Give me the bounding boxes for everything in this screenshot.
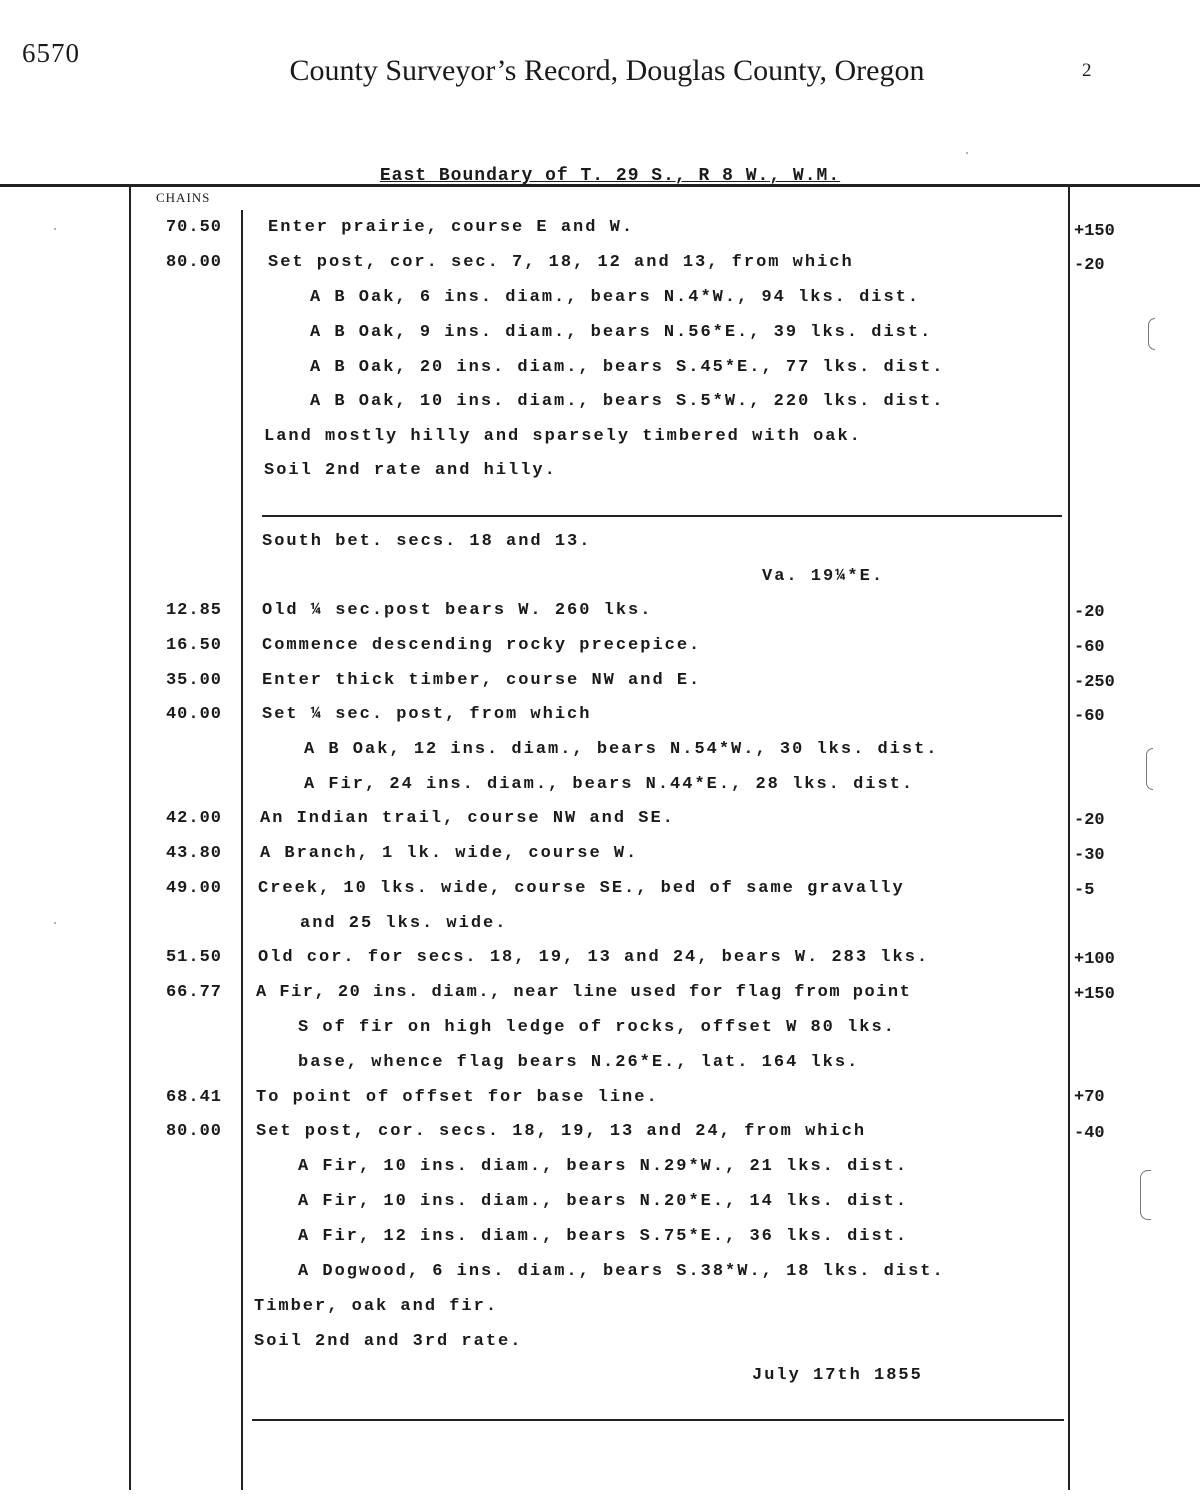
scan-speck	[54, 228, 56, 230]
closing-rule	[252, 1419, 1064, 1421]
left-margin-rule	[129, 186, 131, 1490]
chains-value: 68.41	[165, 1088, 222, 1107]
field-note-line: Old ¼ sec.post bears W. 260 lks.	[262, 601, 653, 620]
margin-bracket-mark	[1148, 318, 1155, 350]
field-note-line: Commence descending rocky precepice.	[262, 636, 702, 655]
chains-value: 66.77	[165, 983, 222, 1002]
elevation-value: -60	[1074, 638, 1105, 657]
record-title: County Surveyor’s Record, Douglas County, Oregon	[289, 54, 925, 87]
elevation-value: -20	[1074, 256, 1105, 275]
elevation-value: -20	[1074, 603, 1105, 622]
field-note-line: To point of offset for base line.	[256, 1088, 659, 1107]
chains-value: 80.00	[165, 253, 222, 272]
scan-speck	[966, 152, 968, 154]
field-note-line: A Fir, 10 ins. diam., bears N.20*E., 14 lks. dist.	[298, 1192, 909, 1211]
section-heading: East Boundary of T. 29 S., R 8 W., W.M.	[379, 166, 841, 186]
chains-value: 35.00	[165, 671, 222, 690]
chains-value: 49.00	[165, 879, 222, 898]
field-note-line: Creek, 10 lks. wide, course SE., bed of same gravally	[258, 879, 905, 898]
field-note-line: Set post, cor. sec. 7, 18, 12 and 13, from which	[268, 253, 854, 272]
field-note-line: Land mostly hilly and sparsely timbered with oak.	[264, 427, 862, 446]
elevation-value: +150	[1074, 985, 1115, 1004]
elevation-value: -20	[1074, 811, 1105, 830]
field-note-line: Old cor. for secs. 18, 19, 13 and 24, bears W. 283 lks.	[258, 948, 930, 967]
elevation-column-rule	[1068, 186, 1070, 1490]
elevation-value: +100	[1074, 950, 1115, 969]
elevation-value: +150	[1074, 222, 1115, 241]
chains-value: 51.50	[165, 948, 222, 967]
chains-value: 12.85	[165, 601, 222, 620]
section-separator	[262, 515, 1062, 517]
margin-bracket-mark	[1140, 1170, 1151, 1220]
field-note-line: Soil 2nd rate and hilly.	[264, 461, 557, 480]
chains-column-rule	[241, 210, 243, 1490]
chains-value: 42.00	[165, 809, 222, 828]
field-note-line: A B Oak, 20 ins. diam., bears S.45*E., 77 lks. dist.	[310, 358, 945, 377]
field-note-line: Set post, cor. secs. 18, 19, 13 and 24, from which	[256, 1122, 867, 1141]
field-note-line: An Indian trail, course NW and SE.	[260, 809, 675, 828]
elevation-value: -5	[1074, 881, 1095, 900]
field-note-line: A Fir, 10 ins. diam., bears N.29*W., 21 lks. dist.	[298, 1157, 909, 1176]
field-note-line: S of fir on high ledge of rocks, offset W 80 lks.	[298, 1018, 896, 1037]
field-note-line: A Fir, 24 ins. diam., bears N.44*E., 28 lks. dist.	[304, 775, 915, 794]
field-note-line: South bet. secs. 18 and 13.	[262, 532, 592, 551]
variation-note: Va. 19¼*E.	[762, 567, 885, 586]
chains-value: 70.50	[165, 218, 222, 237]
elevation-value: -30	[1074, 846, 1105, 865]
field-note-line: Set ¼ sec. post, from which	[262, 705, 592, 724]
field-note-line: A B Oak, 9 ins. diam., bears N.56*E., 39 lks. dist.	[310, 323, 933, 342]
field-note-line: A Fir, 20 ins. diam., near line used for flag from point	[256, 983, 912, 1002]
field-note-line: A Fir, 12 ins. diam., bears S.75*E., 36 lks. dist.	[298, 1227, 909, 1246]
field-note-line: A Branch, 1 lk. wide, course W.	[260, 844, 639, 863]
chains-value: 43.80	[165, 844, 222, 863]
scan-speck	[54, 922, 56, 924]
field-note-line: and 25 lks. wide.	[300, 914, 508, 933]
survey-date: July 17th 1855	[752, 1366, 923, 1385]
field-note-line: Enter prairie, course E and W.	[268, 218, 635, 237]
field-note-line: Timber, oak and fir.	[254, 1297, 499, 1316]
elevation-value: +70	[1074, 1088, 1105, 1107]
margin-bracket-mark	[1146, 748, 1153, 790]
field-note-line: A B Oak, 6 ins. diam., bears N.4*W., 94 lks. dist.	[310, 288, 921, 307]
field-note-line: Soil 2nd and 3rd rate.	[254, 1332, 523, 1351]
chains-column-header: CHAINS	[156, 190, 211, 205]
field-note-line: base, whence flag bears N.26*E., lat. 164 lks.	[298, 1053, 860, 1072]
field-note-line: A B Oak, 12 ins. diam., bears N.54*W., 30 lks. dist.	[304, 740, 939, 759]
elevation-value: -40	[1074, 1124, 1105, 1143]
field-note-line: A B Oak, 10 ins. diam., bears S.5*W., 220 lks. dist.	[310, 392, 945, 411]
elevation-value: -250	[1074, 673, 1115, 692]
field-note-line: A Dogwood, 6 ins. diam., bears S.38*W., 18 lks. dist.	[298, 1262, 945, 1281]
chains-value: 16.50	[165, 636, 222, 655]
document-number: 6570	[22, 38, 80, 68]
chains-value: 80.00	[165, 1122, 222, 1141]
page-number: 2	[1082, 60, 1092, 81]
field-note-line: Enter thick timber, course NW and E.	[262, 671, 702, 690]
chains-value: 40.00	[165, 705, 222, 724]
elevation-value: -60	[1074, 707, 1105, 726]
